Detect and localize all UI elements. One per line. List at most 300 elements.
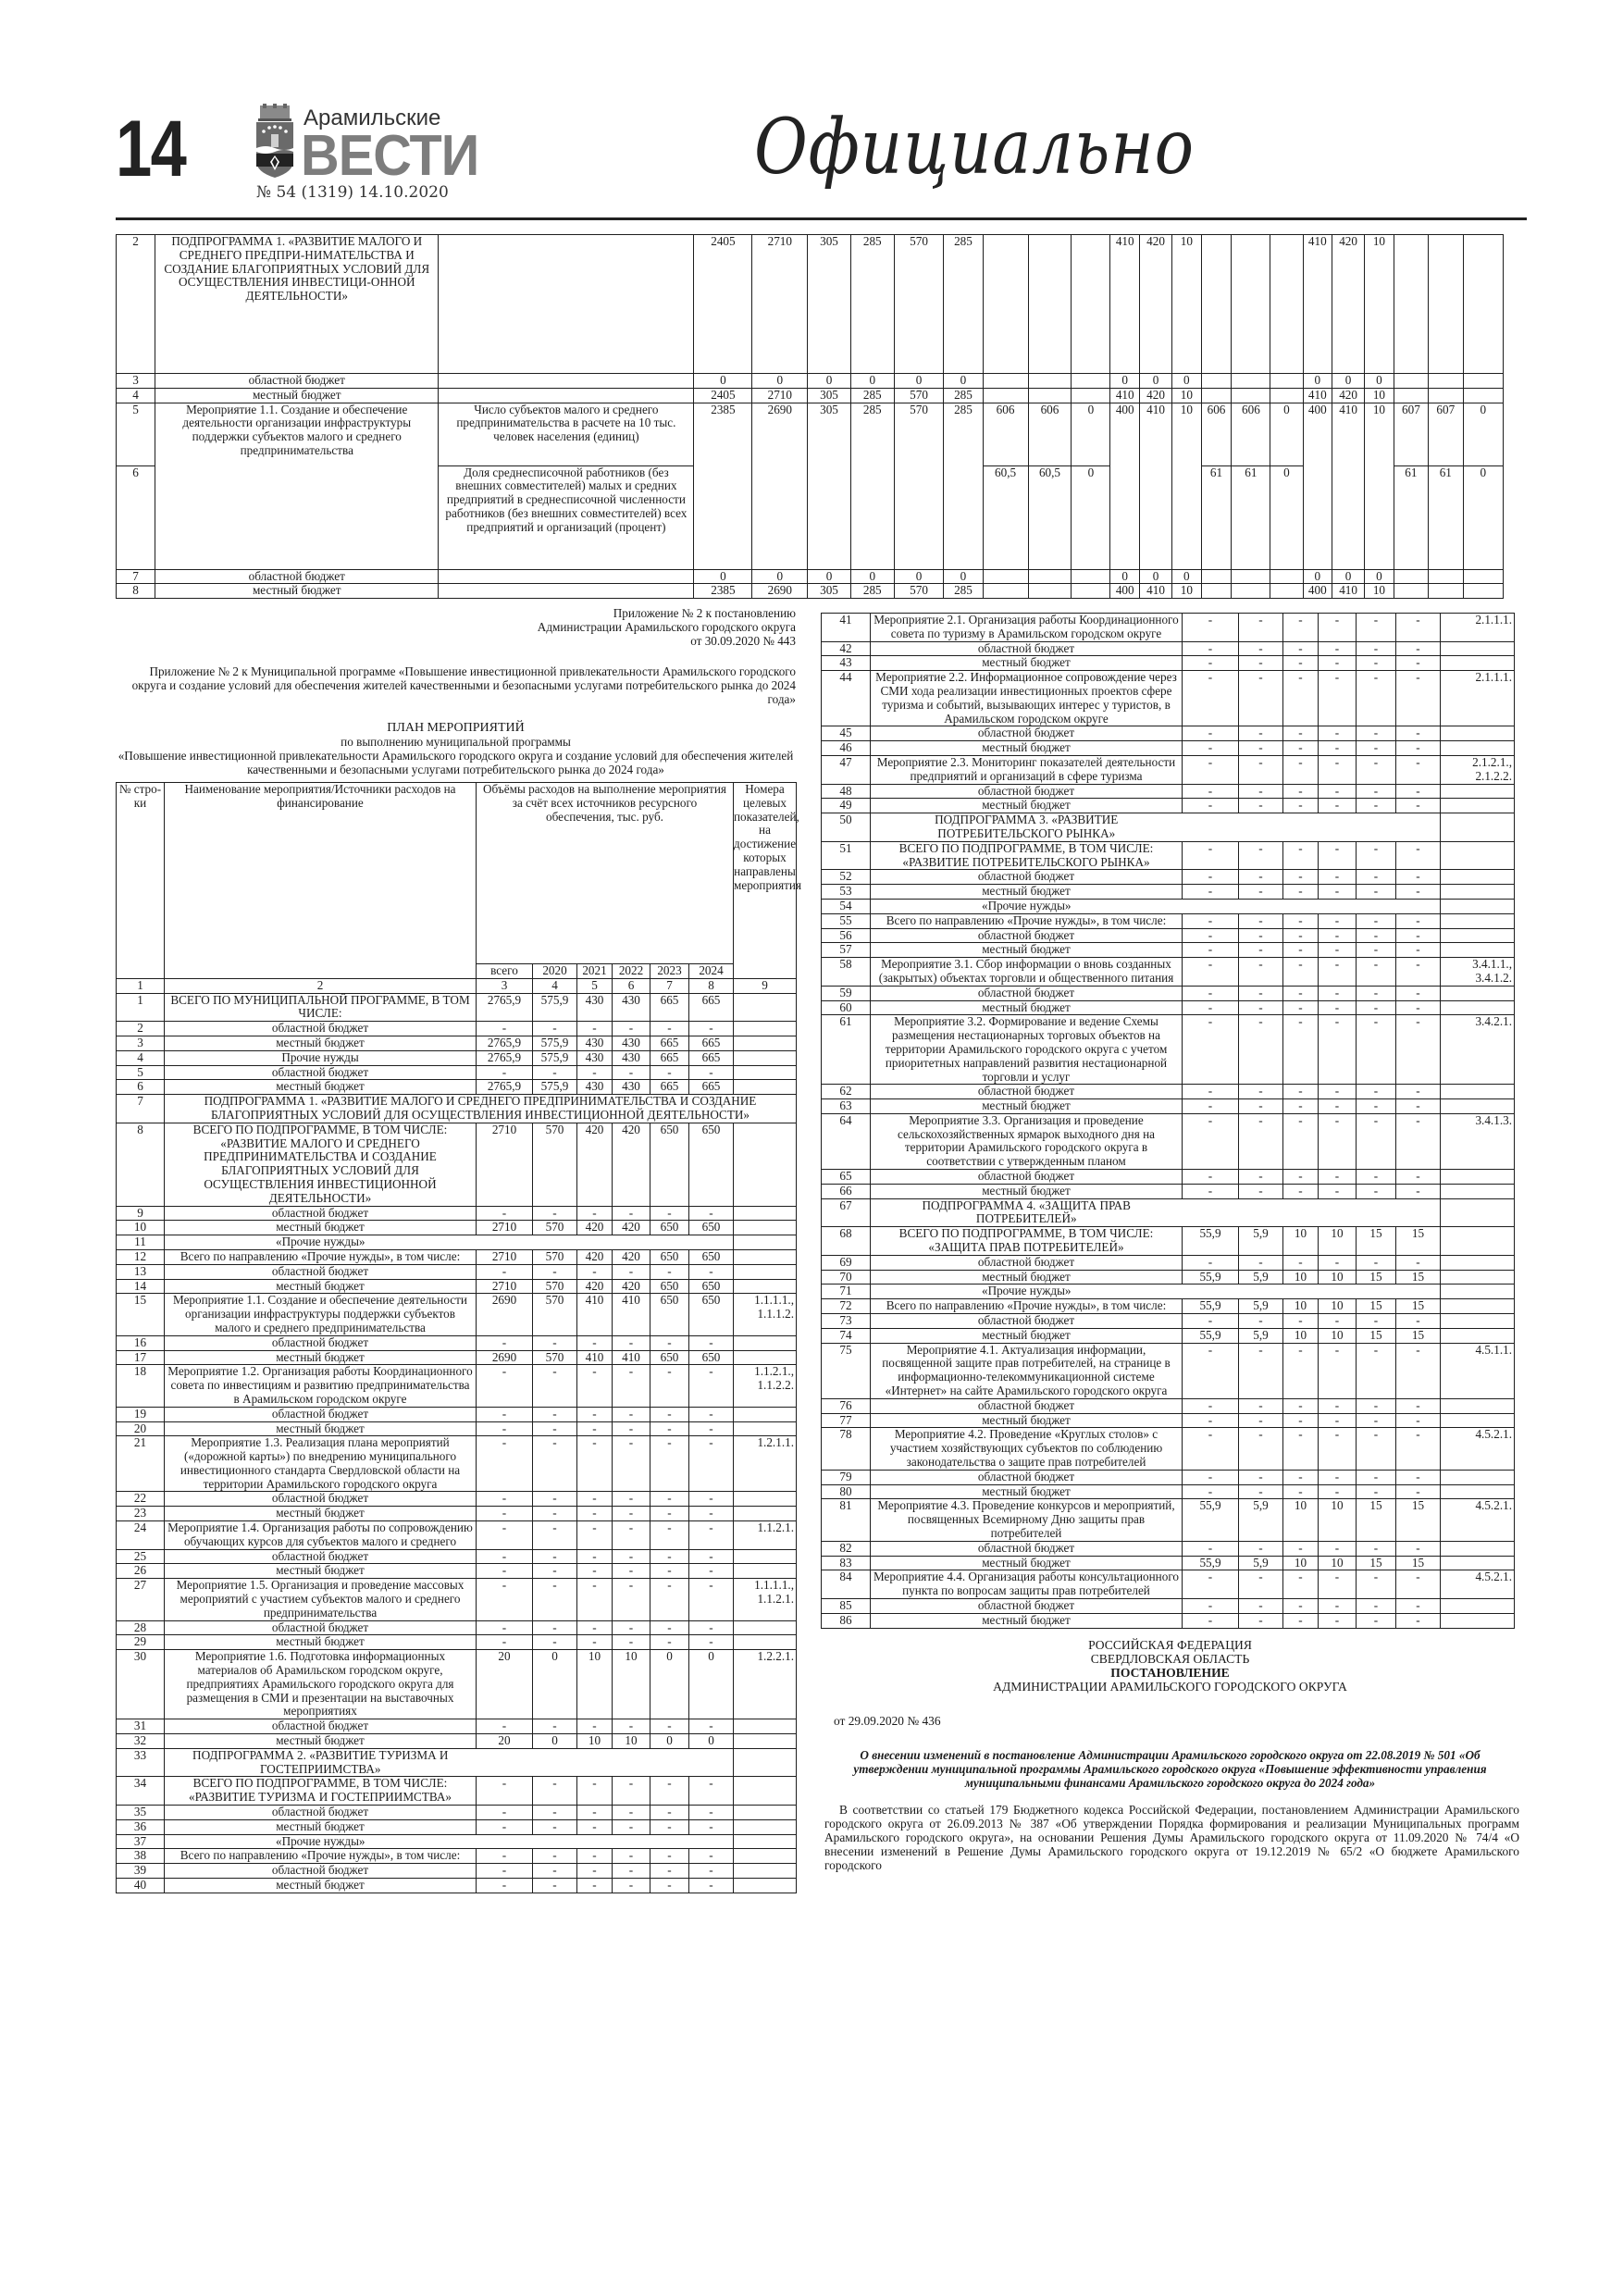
value-cell: -: [1357, 1255, 1396, 1270]
row-number: 54: [822, 899, 871, 913]
target-numbers: [1441, 841, 1515, 870]
header-name: Наименование мероприятия/Источники расходов на финансирование: [165, 783, 477, 979]
row-number: 39: [117, 1864, 165, 1879]
value-cell: 575,9: [533, 993, 577, 1022]
value-cell: -: [1396, 1314, 1441, 1329]
value-cell: 420: [577, 1249, 613, 1264]
value-cell: [1270, 235, 1303, 374]
value-cell: [1394, 388, 1428, 403]
value-cell: -: [1283, 656, 1319, 671]
value-cell: -: [1357, 1343, 1396, 1398]
table-row: [822, 1270, 1515, 1285]
value-cell: 420: [1140, 388, 1172, 403]
table-row: [822, 1499, 1515, 1541]
value-cell: 10: [1172, 403, 1202, 569]
value-cell: -: [1239, 986, 1283, 1000]
value-cell: -: [1357, 885, 1396, 900]
row-number: 27: [117, 1579, 165, 1620]
value-cell: 0: [1365, 569, 1394, 584]
value-cell: -: [1357, 841, 1396, 870]
value-cell: [983, 374, 1028, 389]
row-number: 36: [117, 1819, 165, 1834]
value-cell: -: [577, 1022, 613, 1036]
value-cell: 10: [1365, 584, 1394, 599]
value-cell: -: [1319, 1000, 1357, 1015]
value-cell: -: [533, 1849, 577, 1864]
value-cell: 650: [689, 1294, 734, 1335]
value-cell: 410: [613, 1294, 650, 1335]
value-cell: -: [1183, 870, 1239, 885]
row-number: 80: [822, 1484, 871, 1499]
row-number: 71: [822, 1285, 871, 1299]
target-numbers: [734, 1635, 797, 1650]
activity-name: Всего по направлению «Прочие нужды», в том числе:: [871, 913, 1183, 928]
value-cell: [1232, 388, 1270, 403]
row-number: 50: [822, 813, 871, 842]
value-cell: -: [1319, 784, 1357, 799]
activity-name: областной бюджет: [155, 569, 439, 584]
table-row: [117, 1734, 797, 1749]
activity-name: местный бюджет: [871, 1413, 1183, 1428]
value-cell: -: [689, 1620, 734, 1635]
value-cell: -: [1357, 671, 1396, 726]
activity-name: Мероприятие 1.1. Создание и обеспечение деятельности организации инфраструктуры поддержки субъектов малого и среднего предпринимательства: [165, 1294, 477, 1335]
activity-name: Мероприятие 1.5. Организация и проведение массовых мероприятий с участием субъектов малого и среднего предпринимательства: [165, 1579, 477, 1620]
value-cell: -: [533, 1436, 577, 1492]
value-cell: -: [1239, 841, 1283, 870]
value-cell: -: [1357, 1314, 1396, 1329]
value-cell: 0: [1463, 403, 1504, 465]
value-cell: -: [1183, 1428, 1239, 1470]
value-cell: 0: [1110, 569, 1140, 584]
value-cell: -: [689, 1719, 734, 1734]
table-row: [822, 671, 1515, 726]
header-targets: Номера целевых показателей, на достижение которых направлены мероприятия: [734, 783, 797, 979]
value-cell: -: [1183, 1099, 1239, 1114]
value-cell: 0: [1332, 374, 1365, 389]
value-cell: -: [650, 1065, 689, 1080]
value-cell: -: [477, 1521, 533, 1550]
row-number: 7: [117, 569, 155, 584]
value-cell: -: [613, 1436, 650, 1492]
value-cell: 2405: [694, 388, 752, 403]
value-cell: -: [477, 1022, 533, 1036]
target-numbers: 4.5.2.1.: [1441, 1499, 1515, 1541]
value-cell: -: [1239, 1398, 1283, 1413]
value-cell: -: [1319, 1484, 1357, 1499]
table-row: [117, 1407, 797, 1421]
table-row: [822, 1184, 1515, 1198]
value-cell: -: [1357, 986, 1396, 1000]
value-cell: 570: [533, 1123, 577, 1206]
table-row: [117, 1834, 797, 1849]
value-cell: -: [613, 1879, 650, 1893]
table-row: [117, 569, 1504, 584]
target-numbers: [1441, 1314, 1515, 1329]
value-cell: -: [650, 1819, 689, 1834]
country-line: РОССИЙСКАЯ ФЕДЕРАЦИЯ: [1088, 1637, 1252, 1652]
value-cell: -: [1239, 1598, 1283, 1613]
table-row: [822, 913, 1515, 928]
row-number: 29: [117, 1635, 165, 1650]
value-cell: -: [533, 1819, 577, 1834]
table-row: [822, 1198, 1515, 1227]
value-cell: -: [1319, 1099, 1357, 1114]
value-cell: -: [533, 1421, 577, 1436]
value-cell: 10: [1172, 235, 1202, 374]
value-cell: 10: [1319, 1499, 1357, 1541]
table-row: [822, 1085, 1515, 1099]
value-cell: [1270, 374, 1303, 389]
table-row: [822, 614, 1515, 642]
activity-name: ВСЕГО ПО МУНИЦИПАЛЬНОЙ ПРОГРАММЕ, В ТОМ ЧИСЛЕ:: [165, 993, 477, 1022]
value-cell: -: [477, 1806, 533, 1820]
target-numbers: [1441, 1613, 1515, 1628]
value-cell: -: [1357, 1099, 1396, 1114]
value-cell: -: [1357, 1470, 1396, 1484]
value-cell: -: [1357, 1184, 1396, 1198]
table-row: [822, 1255, 1515, 1270]
table-row: [822, 656, 1515, 671]
row-number: 26: [117, 1564, 165, 1579]
table-row: [117, 1335, 797, 1350]
year-header: 2020: [533, 964, 577, 979]
value-cell: -: [1357, 1085, 1396, 1099]
value-cell: 0: [1172, 374, 1202, 389]
value-cell: -: [650, 1849, 689, 1864]
value-cell: 15: [1357, 1499, 1396, 1541]
value-cell: 665: [650, 1050, 689, 1065]
value-cell: -: [1283, 1413, 1319, 1428]
value-cell: 650: [650, 1279, 689, 1294]
value-cell: -: [613, 1579, 650, 1620]
value-cell: -: [1357, 1000, 1396, 1015]
value-cell: 650: [689, 1249, 734, 1264]
row-number: 15: [117, 1294, 165, 1335]
activity-name: областной бюджет: [155, 374, 439, 389]
value-cell: -: [1183, 741, 1239, 756]
target-numbers: [1441, 1598, 1515, 1613]
value-cell: -: [1283, 1184, 1319, 1198]
value-cell: -: [577, 1507, 613, 1521]
table-row: [117, 1879, 797, 1893]
target-numbers: 1.1.1.1., 1.1.2.1.: [734, 1579, 797, 1620]
value-cell: -: [477, 1549, 533, 1564]
row-number: 73: [822, 1314, 871, 1329]
activity-name: местный бюджет: [871, 1328, 1183, 1343]
value-cell: 15: [1357, 1270, 1396, 1285]
value-cell: 2690: [752, 584, 808, 599]
value-cell: -: [650, 1421, 689, 1436]
value-cell: 15: [1396, 1299, 1441, 1314]
value-cell: -: [533, 1777, 577, 1806]
activity-name: местный бюджет: [165, 1221, 477, 1235]
target-numbers: [734, 1864, 797, 1879]
section-title: ПОДПРОГРАММА 4. «ЗАЩИТА ПРАВ ПОТРЕБИТЕЛЕЙ»: [871, 1198, 1183, 1227]
value-cell: 606: [983, 403, 1028, 465]
value-cell: -: [689, 1492, 734, 1507]
value-cell: -: [533, 1864, 577, 1879]
value-cell: -: [1396, 958, 1441, 987]
table-row: [822, 641, 1515, 656]
section-title: «Прочие нужды»: [871, 899, 1183, 913]
table-row: [822, 1613, 1515, 1628]
value-cell: [1232, 569, 1270, 584]
value-cell: -: [1396, 1413, 1441, 1428]
value-cell: 2710: [477, 1249, 533, 1264]
decree-date: от 29.09.2020 № 436: [834, 1713, 941, 1728]
value-cell: -: [577, 1864, 613, 1879]
value-cell: -: [689, 1806, 734, 1820]
value-cell: -: [1319, 1343, 1357, 1398]
masthead: [116, 102, 1527, 217]
activity-name: областной бюджет: [871, 1170, 1183, 1185]
value-cell: 0: [1140, 569, 1172, 584]
value-cell: 650: [650, 1294, 689, 1335]
value-cell: 650: [689, 1350, 734, 1365]
value-cell: -: [689, 1849, 734, 1864]
value-cell: 285: [944, 403, 983, 569]
column-number-row: [117, 978, 797, 993]
value-cell: -: [1319, 870, 1357, 885]
value-cell: -: [1183, 928, 1239, 943]
target-numbers: [734, 1335, 797, 1350]
value-cell: -: [1396, 1170, 1441, 1185]
activity-name: местный бюджет: [871, 799, 1183, 813]
table-row: [117, 1022, 797, 1036]
appendix-line: Приложение № 2 к постановлению: [613, 606, 796, 620]
value-cell: -: [1357, 1484, 1396, 1499]
value-cell: 410: [1332, 584, 1365, 599]
value-cell: -: [1283, 885, 1319, 900]
value-cell: 0: [1270, 465, 1303, 569]
row-number: 5: [117, 1065, 165, 1080]
row-number: 16: [117, 1335, 165, 1350]
value-cell: 285: [850, 584, 894, 599]
value-cell: -: [1283, 1541, 1319, 1556]
value-cell: -: [1239, 943, 1283, 958]
value-cell: -: [1319, 1255, 1357, 1270]
value-cell: [1394, 569, 1428, 584]
row-number: 41: [822, 614, 871, 642]
value-cell: 420: [577, 1123, 613, 1206]
target-numbers: 2.1.1.1.: [1441, 614, 1515, 642]
table-row: [117, 1564, 797, 1579]
target-numbers: [734, 1123, 797, 1206]
value-cell: -: [1183, 726, 1239, 741]
activity-name: Мероприятие 1.1. Создание и обеспечение деятельности организации инфраструктуры поддержки субъектов малого и среднего предпринимательства: [155, 403, 439, 569]
plan-program-name: «Повышение инвестиционной привлекательности Арамильского городского округа и создание условий для обеспечения жителей качественными и безопасными услугами потребительского рынка до 2024 года»: [118, 749, 794, 776]
activity-name: областной бюджет: [871, 1541, 1183, 1556]
value-cell: 10: [1319, 1299, 1357, 1314]
row-number: 53: [822, 885, 871, 900]
row-number: 20: [117, 1421, 165, 1436]
value-cell: -: [1319, 1170, 1357, 1185]
value-cell: 15: [1357, 1299, 1396, 1314]
target-numbers: 1.2.2.1.: [734, 1650, 797, 1719]
value-cell: -: [477, 1065, 533, 1080]
value-cell: [1463, 374, 1504, 389]
value-cell: -: [1357, 1413, 1396, 1428]
value-cell: -: [1239, 870, 1283, 885]
value-cell: 15: [1396, 1499, 1441, 1541]
table-row: [117, 403, 1504, 465]
row-number: 61: [822, 1015, 871, 1085]
target-numbers: [734, 1407, 797, 1421]
value-cell: -: [1283, 671, 1319, 726]
value-cell: 55,9: [1183, 1556, 1239, 1570]
value-cell: 10: [1172, 584, 1202, 599]
value-cell: 15: [1396, 1270, 1441, 1285]
value-cell: -: [1396, 1398, 1441, 1413]
value-cell: 2690: [752, 403, 808, 569]
value-cell: -: [1183, 841, 1239, 870]
value-cell: 410: [1303, 235, 1332, 374]
value-cell: 430: [613, 1036, 650, 1050]
value-cell: 0: [1172, 569, 1202, 584]
row-number: 86: [822, 1613, 871, 1628]
year-header: 2022: [613, 964, 650, 979]
value-cell: 570: [894, 584, 944, 599]
table-row: [117, 1507, 797, 1521]
value-cell: 0: [1072, 403, 1110, 465]
value-cell: 430: [613, 1050, 650, 1065]
value-cell: -: [650, 1206, 689, 1221]
value-cell: 2765,9: [477, 1050, 533, 1065]
value-cell: -: [1239, 1113, 1283, 1169]
value-cell: 0: [694, 569, 752, 584]
value-cell: -: [1319, 1015, 1357, 1085]
value-cell: 420: [577, 1221, 613, 1235]
activity-name: Мероприятие 1.3. Реализация плана мероприятий («дорожной карты») по внедрению муниципального инвестиционного стандарта Свердловской области на территории Арамильского городского округа: [165, 1436, 477, 1492]
value-cell: -: [613, 1777, 650, 1806]
value-cell: -: [1396, 1570, 1441, 1599]
value-cell: -: [577, 1264, 613, 1279]
value-cell: -: [1239, 799, 1283, 813]
value-cell: 60,5: [1028, 465, 1072, 569]
target-numbers: [1441, 1170, 1515, 1185]
value-cell: -: [1239, 614, 1283, 642]
section-title: «Прочие нужды»: [165, 1235, 477, 1250]
value-cell: 410: [1303, 388, 1332, 403]
value-cell: 285: [944, 584, 983, 599]
activity-name: Мероприятие 2.3. Мониторинг показателей деятельности предприятий и организаций в сфере туризма: [871, 755, 1183, 784]
value-cell: 61: [1232, 465, 1270, 569]
value-cell: -: [613, 1521, 650, 1550]
value-cell: -: [577, 1365, 613, 1407]
value-cell: 570: [533, 1294, 577, 1335]
value-cell: -: [1239, 885, 1283, 900]
value-cell: 0: [689, 1734, 734, 1749]
value-cell: 665: [689, 1036, 734, 1050]
table-row: [117, 1249, 797, 1264]
activity-name: ВСЕГО ПО ПОДПРОГРАММЕ, В ТОМ ЧИСЛЕ: «ЗАЩИТА ПРАВ ПОТРЕБИТЕЛЕЙ»: [871, 1227, 1183, 1256]
row-number: 13: [117, 1264, 165, 1279]
value-cell: -: [613, 1564, 650, 1579]
row-number: 62: [822, 1085, 871, 1099]
table-row: [822, 986, 1515, 1000]
value-cell: -: [1319, 641, 1357, 656]
value-cell: -: [689, 1564, 734, 1579]
value-cell: 285: [944, 235, 983, 374]
column-number: 9: [734, 978, 797, 993]
year-header: всего: [477, 964, 533, 979]
value-cell: 10: [1283, 1328, 1319, 1343]
value-cell: -: [1319, 741, 1357, 756]
value-cell: -: [1396, 885, 1441, 900]
value-cell: -: [1239, 1484, 1283, 1499]
value-cell: -: [1239, 784, 1283, 799]
value-cell: -: [650, 1549, 689, 1564]
value-cell: -: [477, 1421, 533, 1436]
value-cell: -: [1319, 1085, 1357, 1099]
activity-name: областной бюджет: [165, 1719, 477, 1734]
value-cell: -: [1357, 755, 1396, 784]
table-row: [117, 1036, 797, 1050]
value-cell: 0: [1072, 465, 1110, 569]
value-cell: 2405: [694, 235, 752, 374]
value-cell: -: [1357, 799, 1396, 813]
empty-cell: [477, 1235, 734, 1250]
target-numbers: [734, 1507, 797, 1521]
value-cell: 285: [944, 388, 983, 403]
section-title: ПОДПРОГРАММА 2. «РАЗВИТИЕ ТУРИЗМА И ГОСТЕПРИИМСТВА»: [165, 1748, 477, 1777]
empty-cell: [1183, 899, 1441, 913]
value-cell: -: [1319, 1413, 1357, 1428]
value-cell: -: [613, 1065, 650, 1080]
value-cell: -: [1183, 1598, 1239, 1613]
value-cell: -: [1319, 958, 1357, 987]
target-numbers: 3.4.1.1., 3.4.1.2.: [1441, 958, 1515, 987]
activity-name: областной бюджет: [871, 1255, 1183, 1270]
value-cell: -: [533, 1365, 577, 1407]
target-numbers: [734, 1849, 797, 1864]
value-cell: -: [650, 1806, 689, 1820]
value-cell: -: [1183, 641, 1239, 656]
table-row: [822, 885, 1515, 900]
value-cell: -: [1357, 1428, 1396, 1470]
empty-cell: [1183, 1198, 1441, 1227]
target-numbers: 4.5.2.1.: [1441, 1570, 1515, 1599]
value-cell: -: [613, 1719, 650, 1734]
value-cell: -: [1396, 943, 1441, 958]
value-cell: -: [1283, 1085, 1319, 1099]
activity-name: областной бюджет: [871, 986, 1183, 1000]
value-cell: -: [1357, 1113, 1396, 1169]
value-cell: -: [650, 1335, 689, 1350]
activity-name: областной бюджет: [871, 1598, 1183, 1613]
table-row: [117, 1235, 797, 1250]
empty-cell: [1441, 1285, 1515, 1299]
brand-name-large: ВЕСТИ: [301, 124, 479, 188]
value-cell: -: [1357, 870, 1396, 885]
value-cell: [1429, 235, 1463, 374]
table-row: [822, 1299, 1515, 1314]
row-number: 32: [117, 1734, 165, 1749]
value-cell: -: [1183, 614, 1239, 642]
target-numbers: [1441, 656, 1515, 671]
right-column: [821, 613, 1519, 1872]
row-number: 40: [117, 1879, 165, 1893]
value-cell: 10: [577, 1650, 613, 1719]
activity-name: Мероприятие 1.6. Подготовка информационных материалов об Арамильском городском округе, предприятиях Арамильского городского округа для размещения в СМИ и презентации на выставочных мероприятиях: [165, 1650, 477, 1719]
value-cell: -: [1396, 1613, 1441, 1628]
row-number: 5: [117, 403, 155, 465]
value-cell: 607: [1394, 403, 1428, 465]
target-numbers: [1441, 885, 1515, 900]
activity-name: областной бюджет: [165, 1022, 477, 1036]
target-numbers: [1441, 1556, 1515, 1570]
